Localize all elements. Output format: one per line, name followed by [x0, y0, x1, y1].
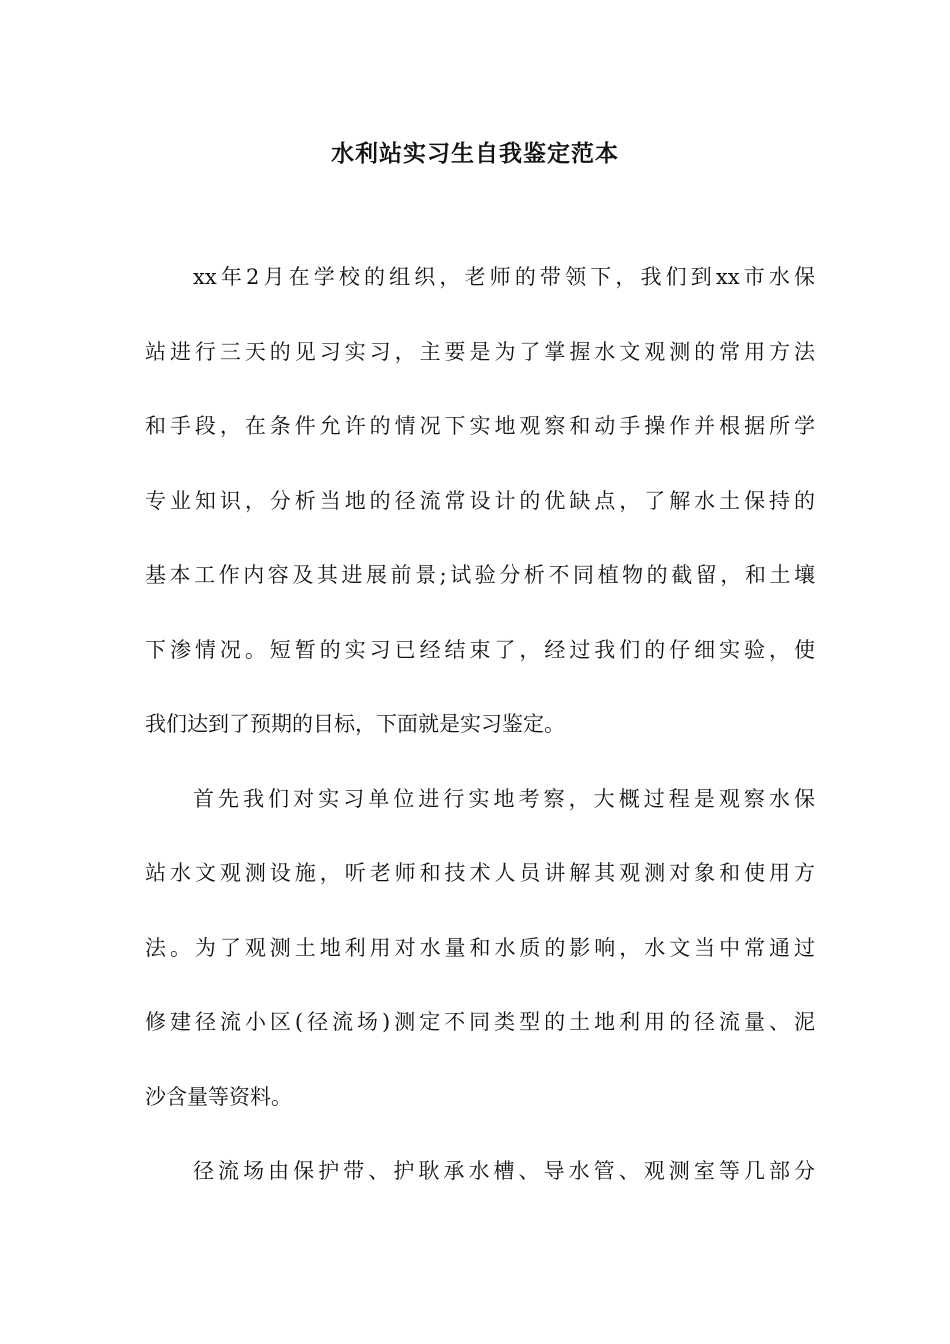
paragraph-1-line-3: 和手段，在条件允许的情况下实地观察和动手操作并根据所学 [145, 414, 815, 438]
paragraph-2-line-4: 修建径流小区(径流场)测定不同类型的土地利用的径流量、泥 [145, 1010, 815, 1034]
paragraph-1-line-5: 基本工作内容及其进展前景;试验分析不同植物的截留，和土壤 [145, 563, 815, 587]
paragraph-2-line-3: 法。为了观测土地利用对水量和水质的影响，水文当中常通过 [145, 936, 815, 960]
paragraph-1-line-1: xx年2月在学校的组织，老师的带领下，我们到xx市水保 [193, 265, 815, 289]
paragraph-3-line-1: 径流场由保护带、护耿承水槽、导水管、观测室等几部分 [193, 1159, 815, 1183]
paragraph-2-line-1: 首先我们对实习单位进行实地考察，大概过程是观察水保 [193, 787, 815, 811]
paragraph-1-line-4: 专业知识，分析当地的径流常设计的优缺点，了解水土保持的 [145, 489, 815, 513]
document-title: 水利站实习生自我鉴定范本 [331, 140, 619, 167]
paragraph-1-line-2: 站进行三天的见习实习，主要是为了掌握水文观测的常用方法 [145, 340, 815, 364]
paragraph-1-line-6: 下渗情况。短暂的实习已经结束了，经过我们的仔细实验，使 [145, 638, 815, 662]
paragraph-1-line-7: 我们达到了预期的目标，下面就是实习鉴定。 [145, 712, 565, 736]
paragraph-2-line-2: 站水文观测设施，听老师和技术人员讲解其观测对象和使用方 [145, 861, 815, 885]
paragraph-2-line-5: 沙含量等资料。 [145, 1085, 292, 1109]
